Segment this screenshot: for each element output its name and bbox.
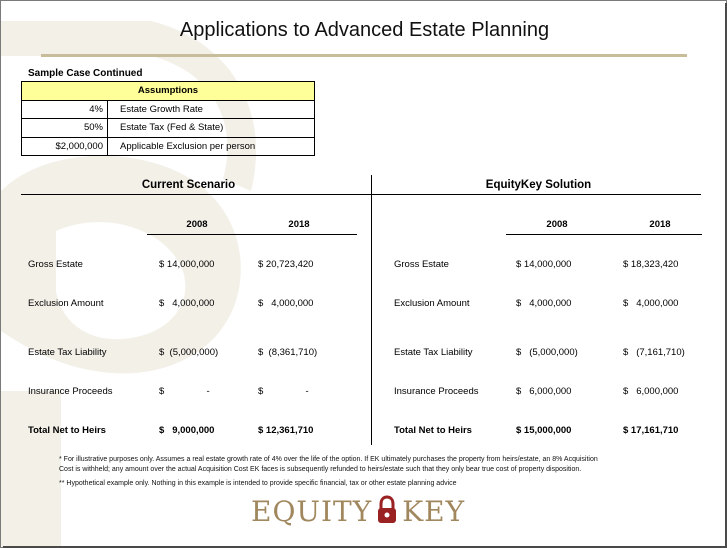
value-2008: $ 6,000,000 (516, 386, 572, 397)
value-2008-total: $ 9,000,000 (159, 425, 215, 436)
value-2018: $ 20,723,420 (258, 259, 314, 270)
assumption-label: Applicable Exclusion per person (108, 137, 315, 156)
assumptions-header: Assumptions (22, 82, 315, 101)
year-header: 2008 (186, 219, 208, 230)
value-2008: $ (5,000,000) (159, 347, 219, 358)
value-2008: $ - (159, 386, 210, 397)
current-scenario-title: Current Scenario (141, 179, 236, 191)
footnote: * For illustrative purposes only. Assumes a real estate growth rate of 4% over the life of the option. If EK ultimately purchases the property from heirs/estate, an 8% Acquisition (59, 456, 598, 463)
logo-text-right: KEY (402, 495, 466, 528)
row-label: Estate Tax Liability (28, 347, 107, 358)
row-label: Estate Tax Liability (394, 347, 473, 358)
value-2008: $ (5,000,000) (516, 347, 578, 358)
value-2018: $ 4,000,000 (258, 298, 314, 309)
equitykey-logo (251, 495, 465, 532)
year-header: 2008 (546, 219, 568, 230)
assumption-label: Estate Growth Rate (108, 100, 315, 119)
value-2018: $ (7,161,710) (623, 347, 685, 358)
equitykey-solution-title: EquityKey Solution (485, 179, 592, 191)
year-header: 2018 (288, 219, 310, 230)
column-divider (371, 175, 372, 445)
footnote: Cost is withheld; any amount over the actual Acquisition Cost EK faces is subsequently refunded to heirs/estate such that they only bear true cost of property disposition. (59, 466, 582, 473)
value-2018: $ (8,361,710) (258, 347, 318, 358)
value-2018: $ 6,000,000 (623, 386, 679, 397)
value-2008: $ 4,000,000 (159, 298, 215, 309)
value-2008-total: $ 15,000,000 (516, 425, 572, 436)
footnote: ** Hypothetical example only. Nothing in this example is intended to provide specific financial, tax or other estate planning advice (59, 480, 457, 487)
value-2018: $ 4,000,000 (623, 298, 679, 309)
row-label: Gross Estate (394, 259, 449, 270)
row-label-total: Total Net to Heirs (28, 425, 106, 436)
value-2018: $ - (258, 386, 309, 397)
table-row (22, 137, 315, 156)
year-underline (506, 234, 702, 235)
row-label: Insurance Proceeds (394, 386, 479, 397)
assumption-label: Estate Tax (Fed & State) (108, 119, 315, 138)
value-2008: $ 4,000,000 (516, 298, 572, 309)
value-2018-total: $ 17,161,710 (623, 425, 679, 436)
title-divider (41, 54, 687, 57)
table-row (22, 119, 315, 138)
row-label: Exclusion Amount (28, 298, 104, 309)
section-divider (21, 194, 701, 195)
section-subtitle: Sample Case Continued (28, 68, 143, 79)
value-2018-total: $ 12,361,710 (258, 425, 314, 436)
row-label: Insurance Proceeds (28, 386, 113, 397)
row-label: Exclusion Amount (394, 298, 470, 309)
table-row (22, 100, 315, 119)
assumption-value: $2,000,000 (22, 137, 108, 156)
row-label: Gross Estate (28, 259, 83, 270)
row-label-total: Total Net to Heirs (394, 425, 472, 436)
value-2008: $ 14,000,000 (516, 259, 572, 270)
value-2018: $ 18,323,420 (623, 259, 679, 270)
lock-icon (376, 495, 398, 532)
assumption-value: 4% (22, 100, 108, 119)
assumptions-table (21, 81, 315, 156)
value-2008: $ 14,000,000 (159, 259, 215, 270)
assumption-value: 50% (22, 119, 108, 138)
logo-text-left: EQUITY (251, 495, 373, 528)
year-underline (147, 234, 357, 235)
year-header: 2018 (649, 219, 671, 230)
page-title: Applications to Advanced Estate Planning (179, 19, 550, 41)
